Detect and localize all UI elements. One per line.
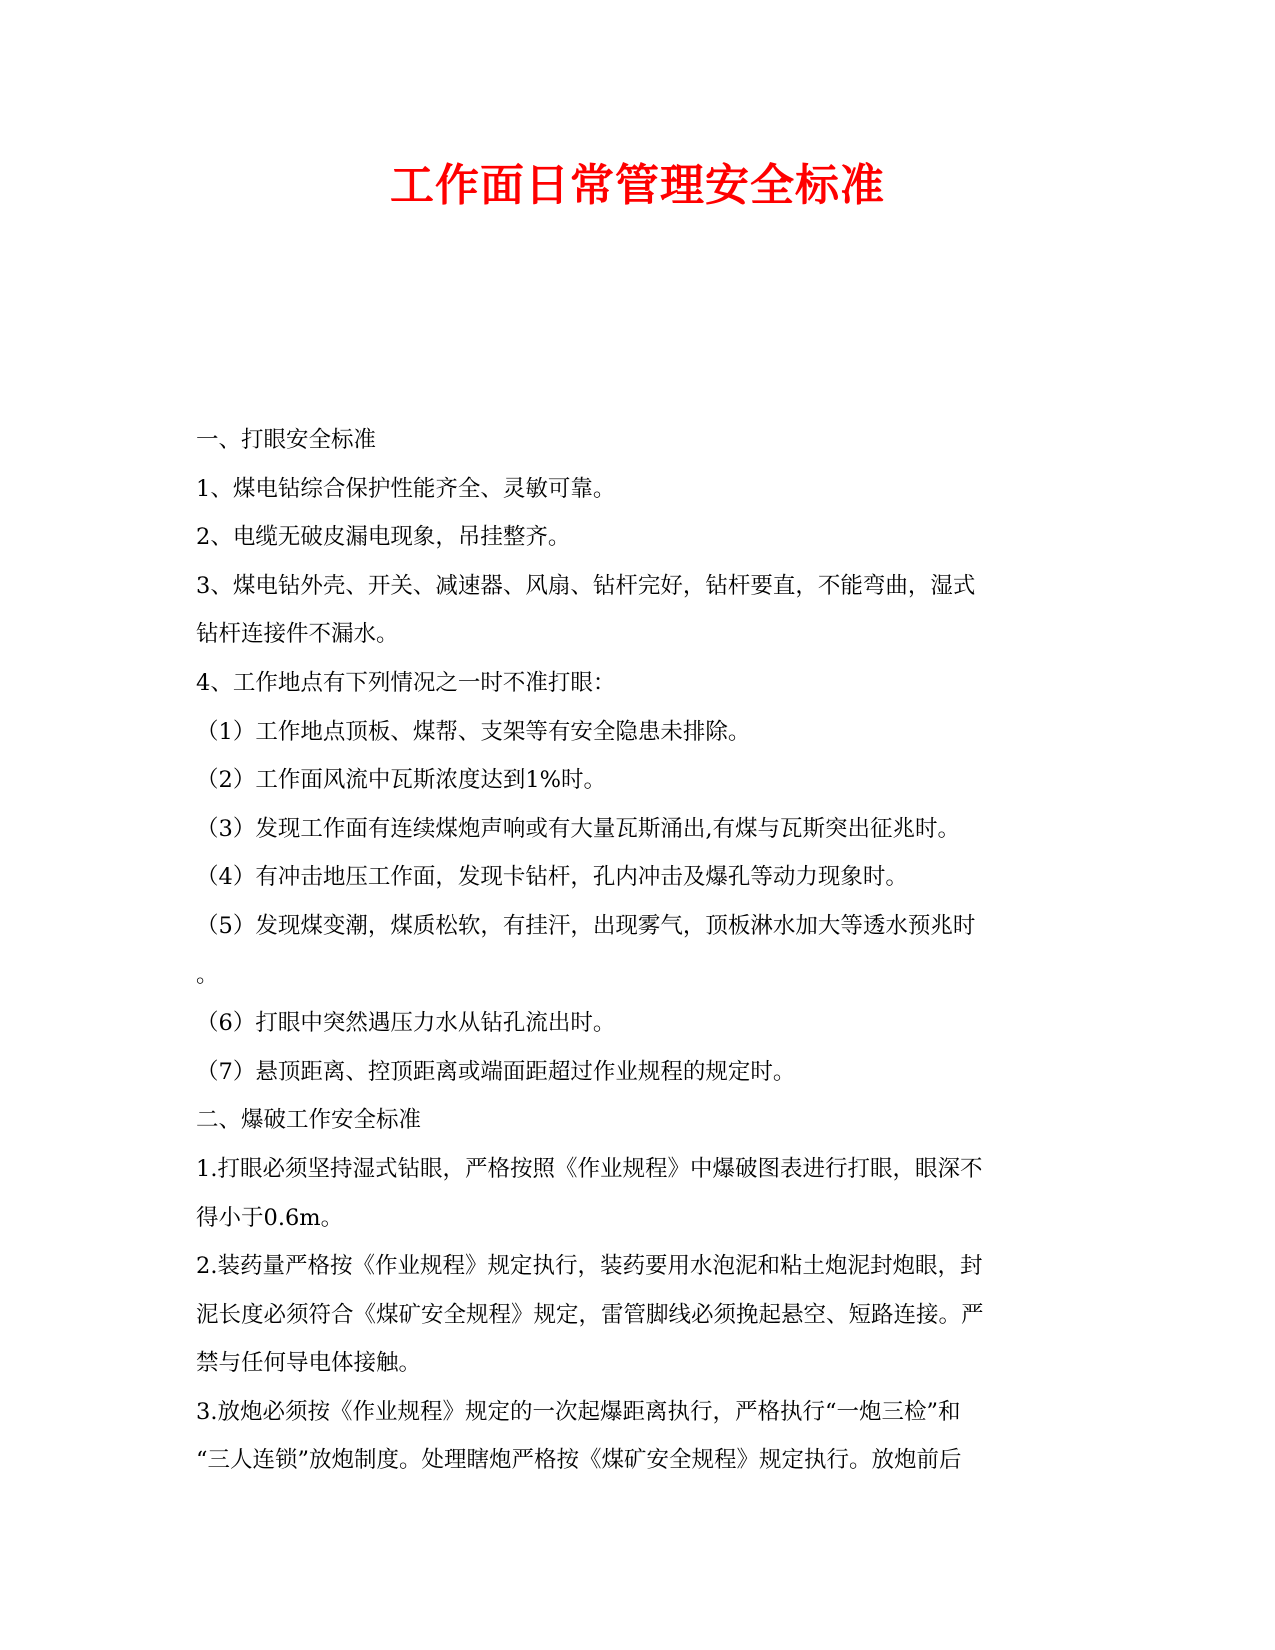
list-item: （7）悬顶距离、控顶距离或端面距超过作业规程的规定时。 xyxy=(196,1058,796,1085)
list-item: （2）工作面风流中瓦斯浓度达到1%时。 xyxy=(196,767,607,794)
paragraph-line: 1.打眼必须坚持湿式钻眼，严格按照《作业规程》中爆破图表进行打眼，眼深不 xyxy=(196,1155,983,1182)
list-item: （3）发现工作面有连续煤炮声响或有大量瓦斯涌出,有煤与瓦斯突出征兆时。 xyxy=(196,815,960,842)
paragraph-line: 泥长度必须符合《煤矿安全规程》规定，雷管脚线必须挽起悬空、短路连接。严 xyxy=(196,1301,984,1328)
paragraph-line: “三人连锁”放炮制度。处理瞎炮严格按《煤矿安全规程》规定执行。放炮前后 xyxy=(196,1447,962,1474)
document-title: 工作面日常管理安全标准 xyxy=(390,160,885,211)
paragraph-line: 钻杆连接件不漏水。 xyxy=(196,621,399,648)
paragraph-line: 1、煤电钻综合保护性能齐全、灵敏可靠。 xyxy=(196,475,616,502)
paragraph-line: 2、电缆无破皮漏电现象，吊挂整齐。 xyxy=(196,524,571,551)
section-heading: 一、打眼安全标准 xyxy=(196,427,377,453)
list-item: （4）有冲击地压工作面，发现卡钻杆，孔内冲击及爆孔等动力现象时。 xyxy=(196,864,908,891)
paragraph-line: 。 xyxy=(196,961,219,988)
paragraph-line: 3、煤电钻外壳、开关、减速器、风扇、钻杆完好，钻杆要直，不能弯曲，湿式 xyxy=(196,572,976,599)
paragraph-line: 4、工作地点有下列情况之一时不准打眼： xyxy=(196,669,616,696)
document-body xyxy=(196,416,1076,1485)
paragraph-line: 禁与任何导电体接触。 xyxy=(196,1350,422,1377)
paragraph-line: 得小于0.6m。 xyxy=(196,1204,344,1231)
paragraph-line: 3.放炮必须按《作业规程》规定的一次起爆距离执行，严格执行“一炮三检”和 xyxy=(196,1398,961,1425)
list-item: （1）工作地点顶板、煤帮、支架等有安全隐患未排除。 xyxy=(196,718,751,745)
list-item: （6）打眼中突然遇压力水从钻孔流出时。 xyxy=(196,1010,616,1037)
list-item: （5）发现煤变潮，煤质松软，有挂汗，出现雾气，顶板淋水加大等透水预兆时 xyxy=(196,912,976,939)
paragraph-line: 2.装药量严格按《作业规程》规定执行，装药要用水泡泥和粘土炮泥封炮眼，封 xyxy=(196,1253,983,1280)
section-heading: 二、爆破工作安全标准 xyxy=(196,1107,422,1134)
